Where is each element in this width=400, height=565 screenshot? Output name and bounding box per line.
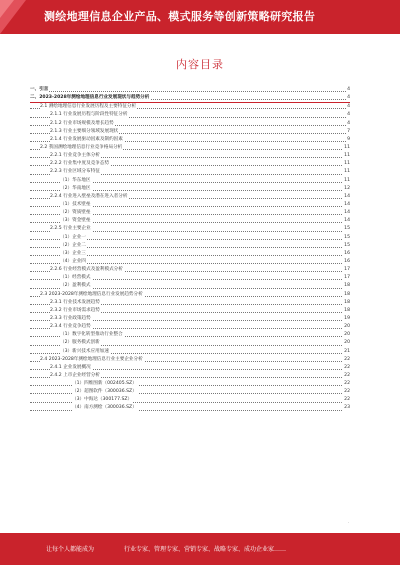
toc-entry-page: 15 <box>343 242 350 250</box>
toc-entry-title: 2.2 我国测绘地理信息行业竞争格局分析 <box>40 144 123 152</box>
toc-entry[interactable] <box>30 258 350 266</box>
toc-entry-title: （4）企业四 <box>60 258 87 266</box>
toc-entry[interactable] <box>30 291 350 299</box>
toc-entry-title: （1）四维图新（002405.SZ） <box>72 380 138 388</box>
toc-leader-dots <box>30 91 350 92</box>
toc-heading: 内容目录 <box>176 58 224 71</box>
toc-entry-page: 4 <box>346 120 350 128</box>
toc-entry[interactable] <box>30 120 350 128</box>
toc-entry[interactable] <box>30 225 350 233</box>
toc-entry-page: 22 <box>343 364 350 372</box>
toc-entry-page: 22 <box>343 388 350 396</box>
toc-entry-title: （1）华东地区 <box>60 177 92 185</box>
header-decoration-accent <box>0 0 14 18</box>
toc-entry-page: 11 <box>343 177 350 185</box>
toc-entry-title: 2.1.4 行业发展驱动因素及制约因素 <box>50 136 124 144</box>
toc-entry[interactable] <box>30 242 350 250</box>
toc-entry[interactable] <box>30 364 350 372</box>
toc-entry-title: 一、引言 <box>30 86 49 94</box>
toc-entry-page: 7 <box>346 128 350 136</box>
toc-entry[interactable] <box>30 136 350 144</box>
toc-entry-page: 4 <box>346 86 350 94</box>
toc-entry[interactable] <box>30 307 350 315</box>
toc-entry[interactable] <box>30 266 350 274</box>
toc-entry-page: 15 <box>343 234 350 242</box>
toc-entry-page: 18 <box>343 291 350 299</box>
toc-entry[interactable] <box>30 209 350 217</box>
toc-entry-title: 2.3.3 行业政策趋势 <box>50 315 92 323</box>
toc-entry[interactable] <box>30 372 350 380</box>
toc-entry-page: 16 <box>343 250 350 258</box>
toc-entry-title: （1）企业一 <box>60 234 87 242</box>
report-title: 测绘地理信息企业产品、模式服务等创新策略研究报告 <box>44 10 316 23</box>
toc-entry[interactable] <box>30 380 350 388</box>
toc-entry-title: 2.1 测绘地理信息行业发展历程及主要特征分析 <box>40 103 137 111</box>
toc-entry-page: 20 <box>343 331 350 339</box>
toc-entry-page: 20 <box>343 339 350 347</box>
toc-entry[interactable] <box>30 111 350 119</box>
toc-entry[interactable] <box>30 94 350 103</box>
report-header-banner <box>0 0 400 34</box>
toc-entry-page: 18 <box>343 282 350 290</box>
toc-entry-page: 15 <box>343 225 350 233</box>
toc-entry[interactable] <box>30 185 350 193</box>
toc-entry-title: 2.4.2 上市企业经营分析 <box>50 372 101 380</box>
toc-entry[interactable] <box>30 160 350 168</box>
toc-entry[interactable] <box>30 201 350 209</box>
toc-entry-title: （1）经营模式 <box>60 274 92 282</box>
toc-entry[interactable] <box>30 339 350 347</box>
toc-entry-title: 2.1.2 行业市场规模及增长趋势 <box>50 120 115 128</box>
toc-entry[interactable] <box>30 404 350 412</box>
toc-entry-page: 20 <box>343 323 350 331</box>
toc-entry-title: （1）技术壁垒 <box>60 201 92 209</box>
toc-entry-page: 11 <box>343 160 350 168</box>
toc-entry-page: 11 <box>343 152 350 160</box>
toc-entry-title: 二、2023-2028年测绘地理信息行业发展现状与趋势分析 <box>30 94 150 102</box>
toc-entry[interactable] <box>30 315 350 323</box>
footer-slogan-right: 行业专家、管理专家、营销专家、战略专家、成功企业家…… <box>124 546 287 553</box>
toc-entry-page: 21 <box>343 348 350 356</box>
toc-entry-page: 18 <box>343 307 350 315</box>
toc-entry-page: 11 <box>343 168 350 176</box>
toc-entry-page: 14 <box>343 193 350 201</box>
toc-entry-title: 2.2.3 行业区域分布特征 <box>50 168 101 176</box>
toc-entry-page: 9 <box>346 136 350 144</box>
toc-entry-title: （2）华南地区 <box>60 185 92 193</box>
toc-entry-title: 2.3.2 行业市场需求趋势 <box>50 307 101 315</box>
toc-entry-page: 22 <box>343 372 350 380</box>
toc-entry[interactable] <box>30 282 350 290</box>
toc-entry-page: 22 <box>343 396 350 404</box>
toc-entry-page: 18 <box>343 299 350 307</box>
toc-entry[interactable] <box>30 152 350 160</box>
toc-entry-title: 2.1.1 行业发展历程与阶段性特征分析 <box>50 111 128 119</box>
toc-entry[interactable] <box>30 103 350 111</box>
toc-entry-title: （3）企业三 <box>60 250 87 258</box>
toc-entry-title: （2）服务模式创新 <box>60 339 101 347</box>
toc-entry[interactable] <box>30 274 350 282</box>
toc-entry[interactable] <box>30 250 350 258</box>
toc-entry-title: （2）企业二 <box>60 242 87 250</box>
toc-entry-page: 4 <box>346 94 350 102</box>
report-footer-banner <box>0 533 400 565</box>
toc-entry-page: 4 <box>346 111 350 119</box>
page-marker: · <box>348 520 350 525</box>
toc-entry-page: 12 <box>343 185 350 193</box>
toc-entry-page: 14 <box>343 201 350 209</box>
toc-entry-page: 22 <box>343 356 350 364</box>
toc-entry-page: 11 <box>343 144 350 152</box>
toc-entry-title: （2）盈利模式 <box>60 282 92 290</box>
toc-entry-title: 2.2.6 行业经营模式及盈利模式分析 <box>50 266 124 274</box>
toc-entry-title: 2.1.3 行业主要细分领域发展现状 <box>50 128 119 136</box>
toc-entry-title: （1）数字化转型推动行业整合 <box>60 331 124 339</box>
toc-entry[interactable] <box>30 177 350 185</box>
toc-entry[interactable] <box>30 348 350 356</box>
toc-entry-title: （3）资金壁垒 <box>60 217 92 225</box>
toc-entry-page: 14 <box>343 209 350 217</box>
toc-entry-title: （2）资质壁垒 <box>60 209 92 217</box>
toc-entry-page: 14 <box>343 217 350 225</box>
toc-entry[interactable] <box>30 86 350 94</box>
toc-entry[interactable] <box>30 388 350 396</box>
toc-entry-page: 23 <box>343 404 350 412</box>
toc-entry[interactable] <box>30 128 350 136</box>
toc-entry-title: （3）新兴技术应用加速 <box>60 348 110 356</box>
toc-entry-title: 2.3.1 行业技术发展趋势 <box>50 299 101 307</box>
toc-entry-page: 16 <box>343 258 350 266</box>
toc-entry-title: 2.2.2 行业集中度及竞争态势 <box>50 160 110 168</box>
toc-entry-title: 2.2.5 行业主要企业 <box>50 225 92 233</box>
toc-entry[interactable] <box>30 331 350 339</box>
toc-entry-title: 2.2.4 行业进入壁垒及潜在进入者分析 <box>50 193 128 201</box>
table-of-contents <box>30 86 350 413</box>
toc-entry-title: 2.4 2023-2028年测绘地理信息行业主要企业分析 <box>40 356 144 364</box>
toc-entry-title: （3）中海达（300177.SZ） <box>72 396 133 404</box>
toc-entry[interactable] <box>30 217 350 225</box>
toc-entry[interactable] <box>30 299 350 307</box>
toc-entry-title: 2.3 2023-2028年测绘地理信息行业发展趋势分析 <box>40 291 144 299</box>
toc-entry-title: 2.2.1 行业竞争主体分析 <box>50 152 101 160</box>
toc-entry-page: 17 <box>343 266 350 274</box>
toc-entry-title: 2.3.4 行业竞争趋势 <box>50 323 92 331</box>
toc-entry-title: （4）南方测绘（300036.SZ） <box>72 404 138 412</box>
toc-entry-page: 4 <box>346 103 350 111</box>
toc-entry-title: （2）超图软件（300036.SZ） <box>72 388 138 396</box>
footer-slogan-left: 让每个人都能成为 <box>46 546 95 553</box>
toc-entry[interactable] <box>30 168 350 176</box>
toc-entry[interactable] <box>30 234 350 242</box>
toc-entry[interactable] <box>30 356 350 364</box>
toc-entry-title: 2.4.1 企业发展概况 <box>50 364 92 372</box>
toc-entry-page: 17 <box>343 274 350 282</box>
toc-entry-page: 22 <box>343 380 350 388</box>
toc-entry[interactable] <box>30 144 350 152</box>
toc-entry-page: 19 <box>343 315 350 323</box>
toc-entry[interactable] <box>30 193 350 201</box>
toc-entry[interactable] <box>30 396 350 404</box>
toc-entry[interactable] <box>30 323 350 331</box>
